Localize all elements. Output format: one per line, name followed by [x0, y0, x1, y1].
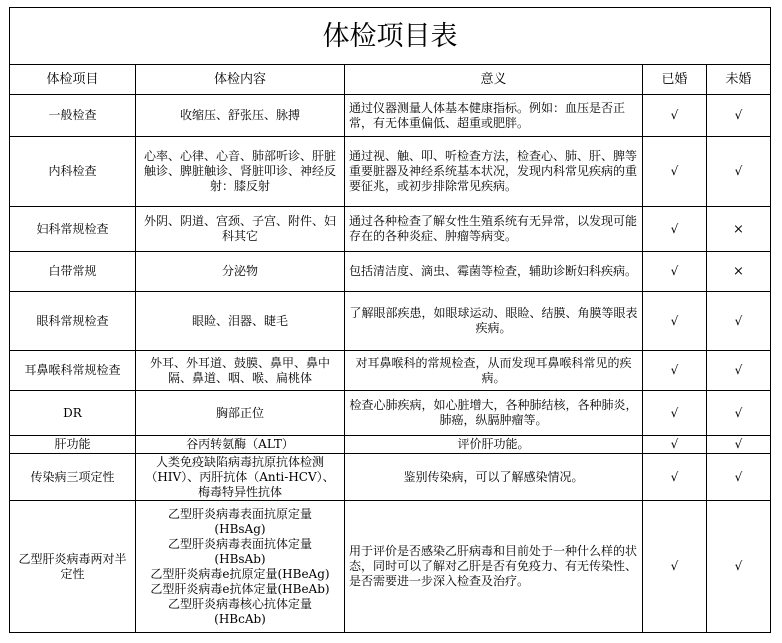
content-line: (HBsAg) — [214, 521, 266, 536]
table-row — [10, 391, 771, 436]
married-check: √ — [643, 454, 707, 501]
married-check: √ — [643, 436, 707, 454]
row-meaning: 鉴别传染病，可以了解感染情况。 — [345, 454, 643, 501]
table-row — [10, 95, 771, 137]
married-check: √ — [643, 351, 707, 391]
unmarried-check: √ — [707, 351, 771, 391]
content-line: 乙型肝炎病毒e抗原定量(HBeAg) — [150, 566, 330, 581]
row-content — [136, 501, 345, 633]
table-row — [10, 454, 771, 501]
row-meaning: 通过仪器测量人体基本健康指标。例如：血压是否正常，有无体重偏低、超重或肥胖。 — [345, 95, 643, 137]
row-meaning: 评价肝功能。 — [345, 436, 643, 454]
married-check: √ — [643, 252, 707, 292]
page-title: 体检项目表 — [10, 8, 771, 65]
unmarried-check: √ — [707, 95, 771, 137]
row-item: 乙型肝炎病毒两对半定性 — [10, 501, 136, 633]
row-meaning: 用于评价是否感染乙肝病毒和目前处于一种什么样的状态，同时可以了解对乙肝是否有免疫力、有无传染性、是否需要进一步深入检查及治疗。 — [345, 501, 643, 633]
row-content: 心率、心律、心音、肺部听诊、肝脏触诊、脾脏触诊、肾脏叩诊、神经反射：膝反射 — [136, 137, 345, 207]
row-item: 白带常规 — [10, 252, 136, 292]
row-item: 传染病三项定性 — [10, 454, 136, 501]
unmarried-cross: × — [707, 252, 771, 292]
content-line: 乙型肝炎病毒表面抗体定量 — [167, 536, 312, 551]
row-item: 妇科常规检查 — [10, 207, 136, 252]
row-item: 眼科常规检查 — [10, 292, 136, 351]
table-row — [10, 207, 771, 252]
unmarried-check: √ — [707, 137, 771, 207]
unmarried-cross: × — [707, 207, 771, 252]
row-item: DR — [10, 391, 136, 436]
table-row — [10, 436, 771, 454]
unmarried-check: √ — [707, 501, 771, 633]
row-item: 肝功能 — [10, 436, 136, 454]
unmarried-check: √ — [707, 454, 771, 501]
unmarried-check: √ — [707, 391, 771, 436]
content-line: 乙型肝炎病毒核心抗体定量 — [167, 596, 312, 611]
married-check: √ — [643, 501, 707, 633]
header-meaning: 意义 — [345, 65, 643, 95]
header-married: 已婚 — [643, 65, 707, 95]
row-item: 一般检查 — [10, 95, 136, 137]
married-check: √ — [643, 137, 707, 207]
table-row — [10, 501, 771, 633]
content-line: 乙型肝炎病毒e抗体定量(HBeAb) — [150, 581, 330, 596]
row-content: 收缩压、舒张压、脉搏 — [136, 95, 345, 137]
row-content: 人类免疫缺陷病毒抗原抗体检测（HIV）、丙肝抗体（Anti-HCV）、梅毒特异性抗体 — [136, 454, 345, 501]
row-meaning: 通过视、触、叩、听检查方法，检查心、肺、肝、脾等重要脏器及神经系统基本状况，发现内科常见疾病的重要征兆，或初步排除常见疾病。 — [345, 137, 643, 207]
married-check: √ — [643, 95, 707, 137]
table-row — [10, 351, 771, 391]
row-meaning: 检查心肺疾病，如心脏增大，各种肺结核，各种肺炎，肺癌，纵膈肿瘤等。 — [345, 391, 643, 436]
header-content: 体检内容 — [136, 65, 345, 95]
married-check: √ — [643, 292, 707, 351]
row-item: 耳鼻喉科常规检查 — [10, 351, 136, 391]
row-meaning: 了解眼部疾患，如眼球运动、眼睑、结膜、角膜等眼表疾病。 — [345, 292, 643, 351]
table-row — [10, 252, 771, 292]
header-row — [10, 65, 771, 95]
row-content: 分泌物 — [136, 252, 345, 292]
health-checkup-table — [9, 7, 771, 633]
row-meaning: 通过各种检查了解女性生殖系统有无异常，以发现可能存在的各种炎症、肿瘤等病变。 — [345, 207, 643, 252]
row-content: 眼睑、泪器、睫毛 — [136, 292, 345, 351]
content-line: (HBsAb) — [214, 551, 266, 566]
row-content: 胸部正位 — [136, 391, 345, 436]
unmarried-check: √ — [707, 436, 771, 454]
married-check: √ — [643, 207, 707, 252]
row-meaning: 包括清洁度、滴虫、霉菌等检查，辅助诊断妇科疾病。 — [345, 252, 643, 292]
header-unmarried: 未婚 — [707, 65, 771, 95]
married-check: √ — [643, 391, 707, 436]
content-line: 乙型肝炎病毒表面抗原定量 — [167, 506, 312, 521]
unmarried-check: √ — [707, 292, 771, 351]
row-content: 谷丙转氨酶（ALT） — [136, 436, 345, 454]
table-row — [10, 137, 771, 207]
table-row — [10, 292, 771, 351]
row-item: 内科检查 — [10, 137, 136, 207]
content-line: (HBcAb) — [214, 611, 266, 626]
header-item: 体检项目 — [10, 65, 136, 95]
row-meaning: 对耳鼻喉科的常规检查，从而发现耳鼻喉科常见的疾病。 — [345, 351, 643, 391]
row-content: 外耳、外耳道、鼓膜、鼻甲、鼻中隔、鼻道、咽、喉、扁桃体 — [136, 351, 345, 391]
row-content: 外阴、阴道、宫颈、子宫、附件、妇科其它 — [136, 207, 345, 252]
